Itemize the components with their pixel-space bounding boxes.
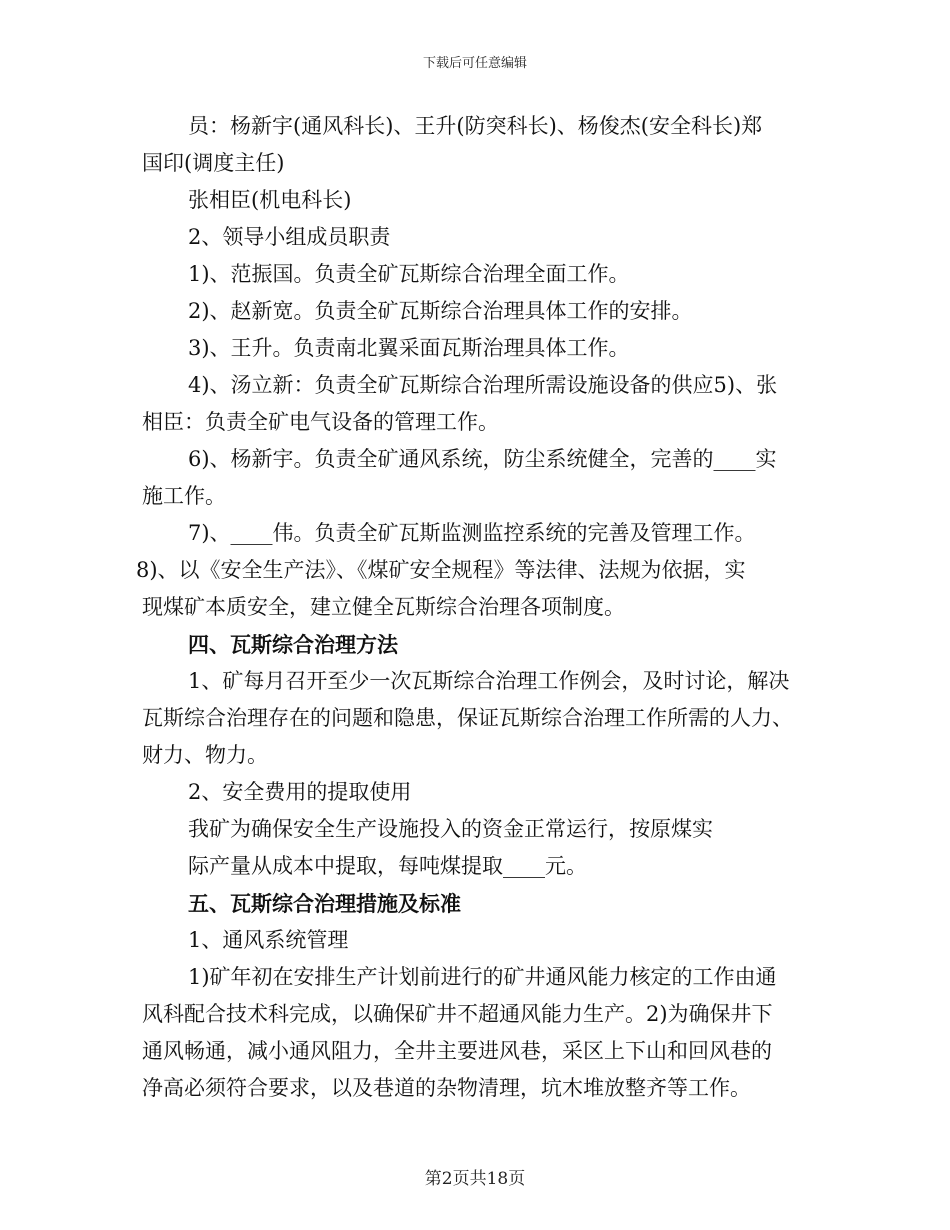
list-item: 3)、王升。负责南北翼采面瓦斯治理具体工作。 bbox=[188, 336, 630, 360]
page-header: 下载后可任意编辑 bbox=[422, 56, 527, 71]
text-line: 国印(调度主任) bbox=[142, 151, 285, 175]
list-item: 7)、____伟。负责全矿瓦斯监测监控系统的完善及管理工作。 bbox=[188, 521, 756, 545]
text-line: 张相臣(机电科长) bbox=[188, 188, 352, 212]
text-line: 员：杨新宇(通风科长)、王升(防突科长)、杨俊杰(安全科长)郑 bbox=[188, 114, 763, 138]
document-body bbox=[136, 108, 812, 1107]
text-line: 相臣：负责全矿电气设备的管理工作。 bbox=[142, 410, 499, 434]
list-item: 6)、杨新宇。负责全矿通风系统，防尘系统健全，完善的____实 bbox=[188, 447, 777, 471]
text-line: 我矿为确保安全生产设施投入的资金正常运行，按原煤实 bbox=[188, 817, 713, 841]
list-item: 2)、赵新宽。负责全矿瓦斯综合治理具体工作的安排。 bbox=[188, 299, 693, 323]
list-item: 1)、范振国。负责全矿瓦斯综合治理全面工作。 bbox=[188, 262, 630, 286]
list-heading: 1、通风系统管理 bbox=[188, 928, 349, 952]
section-heading: 五、瓦斯综合治理措施及标准 bbox=[188, 891, 461, 916]
list-heading: 2、领导小组成员职责 bbox=[188, 225, 391, 249]
list-heading: 2、安全费用的提取使用 bbox=[188, 780, 412, 804]
text-line: 施工作。 bbox=[142, 484, 226, 508]
text-line: 风科配合技术科完成，以确保矿井不超通风能力生产。2)为确保井下 bbox=[142, 1002, 773, 1026]
page-footer: 第2页共18页 bbox=[424, 1169, 526, 1189]
text-line: 通风畅通，减小通风阻力，全井主要进风巷，采区上下山和回风巷的 bbox=[142, 1039, 772, 1063]
text-line: 财力、物力。 bbox=[142, 743, 268, 767]
text-line: 瓦斯综合治理存在的问题和隐患，保证瓦斯综合治理工作所需的人力、 bbox=[142, 706, 793, 730]
text-line: 际产量从成本中提取，每吨煤提取____元。 bbox=[188, 854, 587, 878]
text-line: 1、矿每月召开至少一次瓦斯综合治理工作例会，及时讨论，解决 bbox=[188, 669, 790, 693]
text-line: 1)矿年初在安排生产计划前进行的矿井通风能力核定的工作由通 bbox=[188, 965, 777, 989]
list-item: 4)、汤立新：负责全矿瓦斯综合治理所需设施设备的供应5)、张 bbox=[188, 373, 778, 397]
text-line: 净高必须符合要求，以及巷道的杂物清理，坑木堆放整齐等工作。 bbox=[142, 1076, 751, 1100]
section-heading: 四、瓦斯综合治理方法 bbox=[188, 632, 398, 657]
list-item: 8)、以《安全生产法》、《煤矿安全规程》等法律、法规为依据，实 bbox=[136, 558, 746, 582]
text-line: 现煤矿本质安全，建立健全瓦斯综合治理各项制度。 bbox=[142, 595, 625, 619]
